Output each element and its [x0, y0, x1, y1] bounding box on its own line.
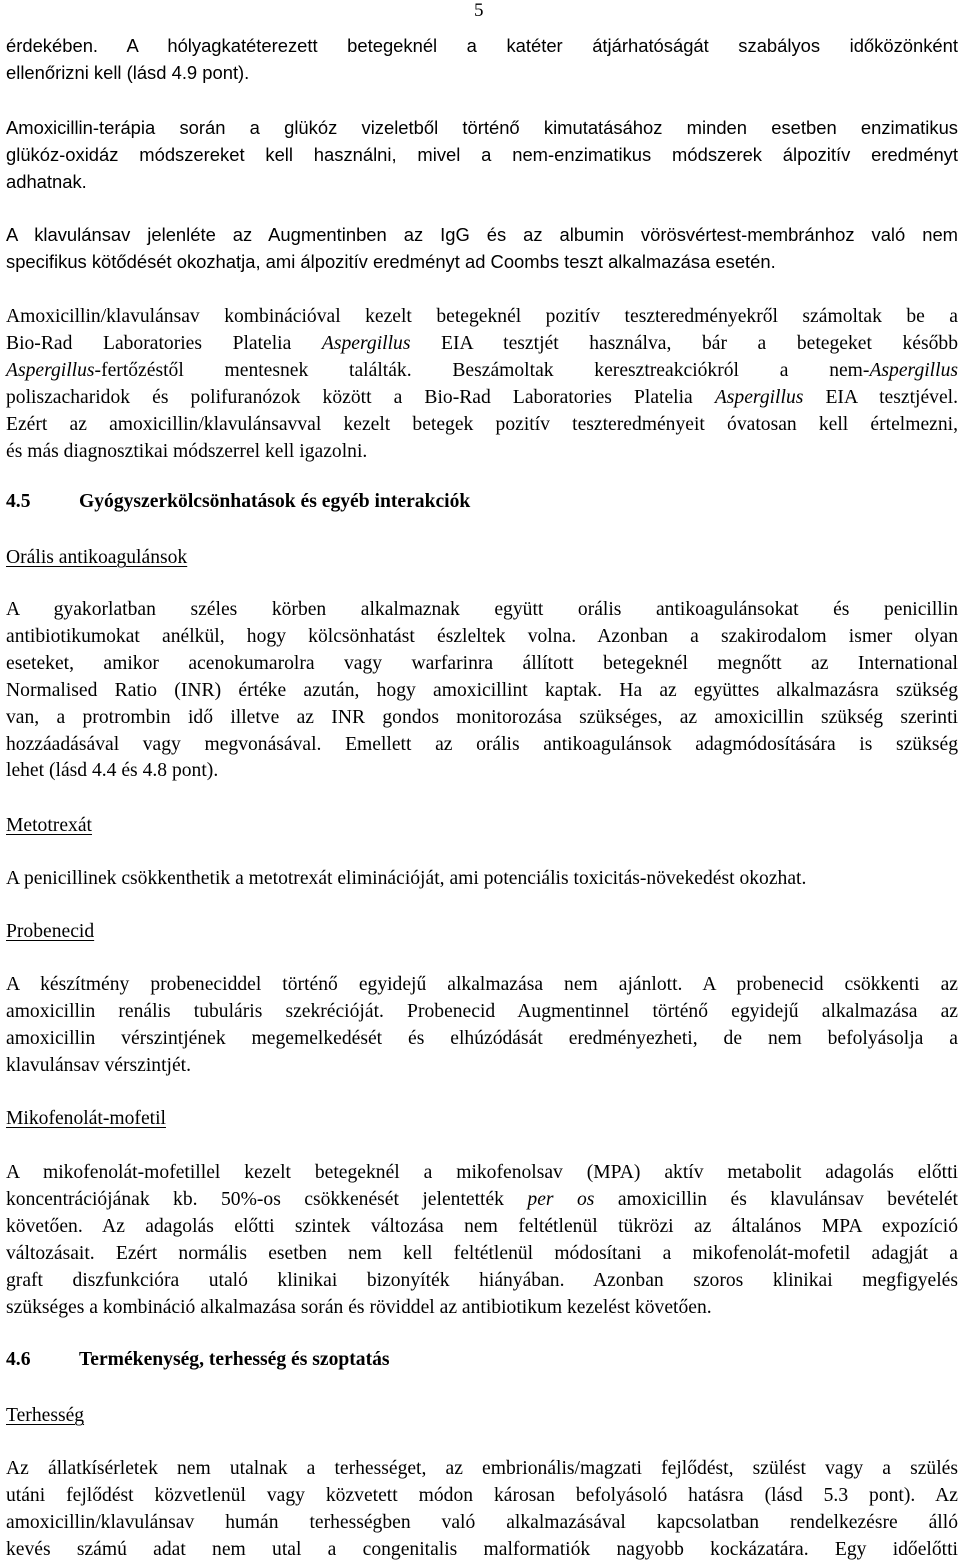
text-line: amoxicillin renális tubuláris szekrécióját. Probenecid Augmentinnel történő egyidejű alkalmazása az: [6, 1000, 958, 1022]
text-line: kevés számú adat nem utal a congenitalis malformatiók nagyobb kockázatára. Egy időelőtti: [6, 1538, 958, 1560]
subheading-oral-anticoagulants: [6, 545, 958, 572]
subheading-text: Mikofenolát-mofetil: [6, 1108, 166, 1129]
text-line: változásait. Ezért normális esetben nem kell feltétlenül módosítani a mikofenolát-mofetil adagját a: [6, 1242, 958, 1264]
page-number: 5: [474, 0, 484, 21]
text-line: amoxicillin vérszintjének megemelkedését és elhúzódását eredményezheti, de nem befolyásolja a: [6, 1027, 958, 1049]
subheading-methotrexate: [6, 813, 958, 840]
section-title: Gyógyszerkölcsönhatások és egyéb interakciók: [79, 491, 471, 512]
subheading-pregnancy: [6, 1403, 958, 1430]
text-line: koncentrációjának kb. 50%-os csökkenését jelentették per os amoxicillin és klavulánsav bevételét: [6, 1188, 958, 1210]
text-line: hozzáadásával vagy megvonásával. Emellett az orális antikoagulánsok adagmódosítására is szükség: [6, 733, 958, 755]
text-line: Ezért az amoxicillin/klavulánsavval kezelt betegek pozitív teszteredményeit óvatosan kell értelmezni,: [6, 413, 958, 435]
text-line: utáni fejlődést közvetlenül vagy közvetett módon károsan befolyásoló hatásra (lásd 5.3 pont). Az: [6, 1484, 958, 1506]
text-line: és más diagnosztikai módszerrel kell igazolni.: [6, 440, 368, 462]
text-line: poliszacharidok és polifuranózok között a Bio-Rad Laboratories Platelia Aspergillus EIA tesztjével.: [6, 386, 958, 408]
text-line: A készítmény probeneciddel történő egyidejű alkalmazása nem ajánlott. A probenecid csökkenti az: [6, 974, 958, 995]
text-line: ellenőrizni kell (lásd 4.9 pont).: [6, 61, 250, 83]
section-number: 4.6: [6, 1349, 31, 1370]
text-line: van, a protrombin idő illetve az INR gondos monitorozása szükséges, az amoxicillin szükség szerinti: [6, 706, 958, 728]
section-heading-4-5: [6, 491, 958, 513]
paragraph-coombs: [6, 222, 958, 276]
paragraph-aspergillus: [6, 304, 958, 465]
text-line: Bio-Rad Laboratories Platelia Aspergillus EIA tesztjét használva, bár a betegeket később: [6, 332, 958, 354]
text-line: követően. Az adagolás előtti szintek változása nem feltétlenül tükrözi az általános MPA expozíció: [6, 1215, 958, 1237]
text-line: szükséges a kombináció alkalmazása során és röviddel az antibiotikum kezelést követően.: [6, 1296, 712, 1318]
subheading-text: Metotrexát: [6, 815, 92, 836]
text-line: érdekében. A hólyagkatéterezett betegeknél a katéter átjárhatóságát szabályos időközönként: [6, 35, 958, 56]
text-line: eseteket, amikor acenokumarolra vagy warfarinra állított betegeknél megnőtt az International: [6, 652, 958, 674]
text-line: Aspergillus-fertőzéstől mentesnek találták. Beszámoltak keresztreakciókról a nem-Aspergillus: [6, 359, 958, 381]
paragraph-catheter: [6, 33, 958, 87]
section-heading-4-6: [6, 1349, 958, 1371]
paragraph-glucose-test: [6, 115, 958, 195]
paragraph-mycophenolate: [6, 1160, 958, 1321]
paragraph-pregnancy: [6, 1456, 958, 1564]
text-line: klavulánsav vérszintjét.: [6, 1054, 191, 1076]
text-line: A penicillinek csökkenthetik a metotrexát eliminációját, ami potenciális toxicitás-növekedést okozhat.: [6, 868, 807, 889]
text-line: Normalised Ratio (INR) értéke azután, hogy amoxicillint kaptak. Ha az együttes alkalmazásra szükség: [6, 679, 958, 701]
text-line: antibiotikumokat anélkül, hogy kölcsönhatást észleltek volna. Azonban a szakirodalom ismer olyan: [6, 625, 958, 647]
subheading-probenecid: [6, 919, 958, 946]
subheading-text: Terhesség: [6, 1405, 85, 1426]
subheading-text: Orális antikoagulánsok: [6, 547, 188, 568]
text-line: A mikofenolát-mofetillel kezelt betegeknél a mikofenolsav (MPA) aktív metabolit adagolás előtti: [6, 1162, 958, 1183]
text-line: glükóz-oxidáz módszereket kell használni, mivel a nem-enzimatikus módszerek álpozitív eredményt: [6, 143, 958, 165]
text-line: specifikus kötődését okozhatja, ami álpozitív eredményt ad Coombs teszt alkalmazása esetén.: [6, 250, 776, 272]
text-line: Amoxicillin/klavulánsav kombinációval kezelt betegeknél pozitív teszteredményekről számoltak be a: [6, 306, 958, 327]
text-line: adhatnak.: [6, 170, 87, 192]
text-line: graft diszfunkcióra utaló klinikai bizonyíték hiányában. Azonban szoros klinikai megfigyelés: [6, 1269, 958, 1291]
text-line: A gyakorlatban széles körben alkalmaznak együtt orális antikoagulánsokat és penicillin: [6, 599, 958, 620]
text-line: Amoxicillin-terápia során a glükóz vizeletből történő kimutatásához minden esetben enzimatikus: [6, 117, 958, 138]
paragraph-probenecid: [6, 972, 958, 1080]
paragraph-anticoagulants: [6, 597, 958, 785]
paragraph-methotrexate: [6, 866, 958, 893]
text-line: Az állatkísérletek nem utalnak a terhességet, az embrionális/magzati fejlődést, szülést vagy a szülés: [6, 1458, 958, 1479]
text-line: amoxicillin/klavulánsav humán terhességben való alkalmazásával kapcsolatban rendelkezésre álló: [6, 1511, 958, 1533]
text-line: A klavulánsav jelenléte az Augmentinben az IgG és az albumin vörösvértest-membránhoz való nem: [6, 224, 958, 245]
section-title: Termékenység, terhesség és szoptatás: [79, 1349, 390, 1370]
section-number: 4.5: [6, 491, 31, 512]
subheading-text: Probenecid: [6, 921, 95, 942]
text-line: lehet (lásd 4.4 és 4.8 pont).: [6, 760, 219, 782]
subheading-mycophenolate: [6, 1106, 958, 1133]
